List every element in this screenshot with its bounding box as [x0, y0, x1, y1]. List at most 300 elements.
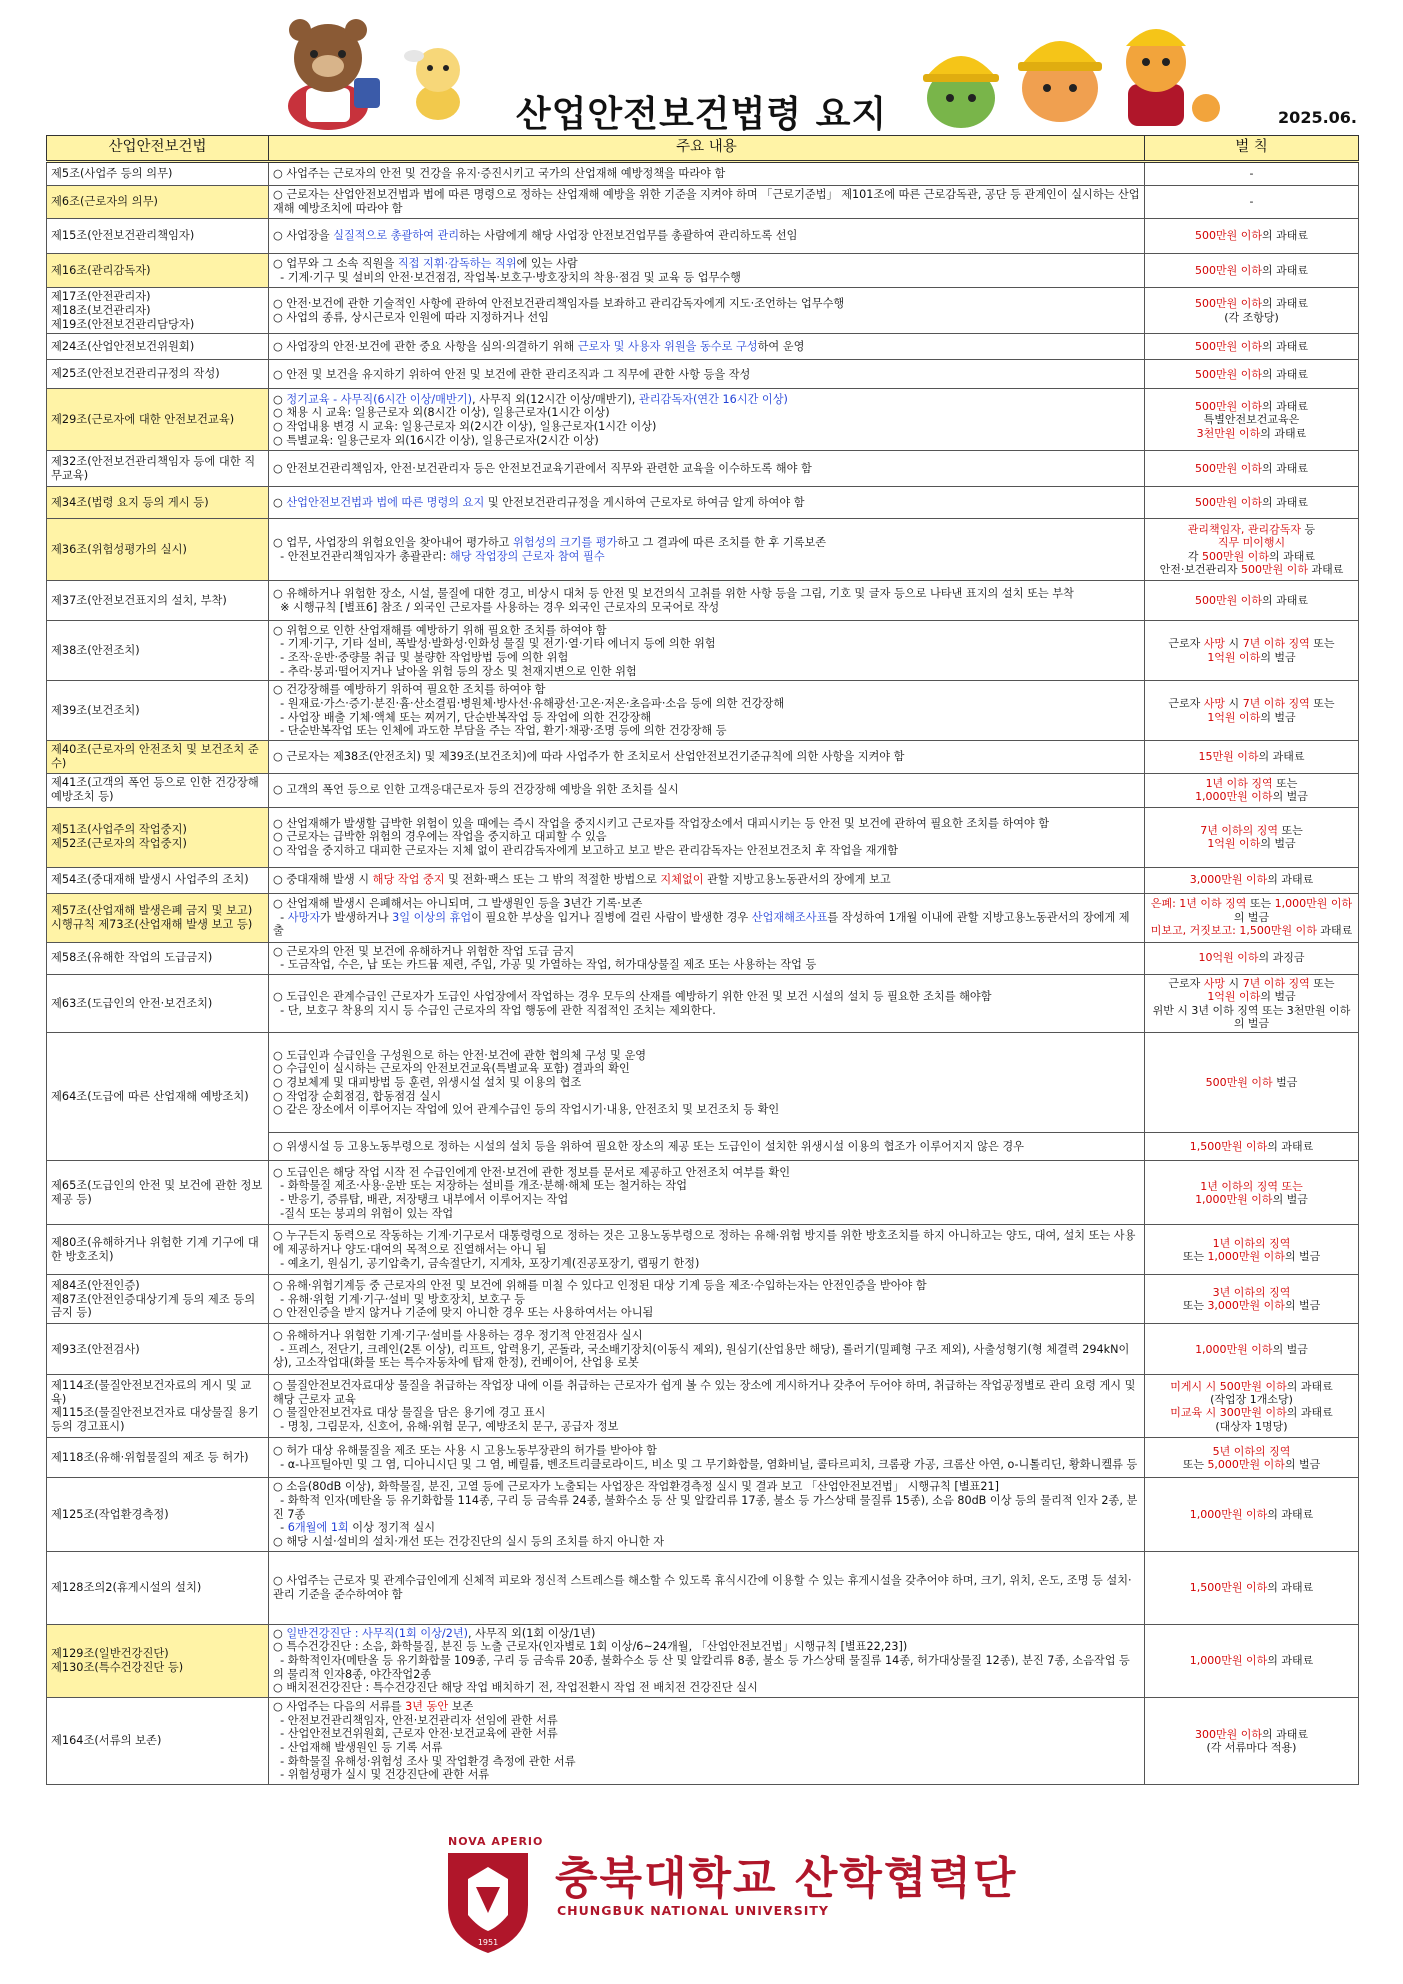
- table-row: [47, 288, 1359, 334]
- content-line: [273, 368, 1140, 382]
- law-article: 제80조(유해하거나 위험한 기계 기구에 대한 방호조치): [51, 1236, 259, 1263]
- text-segment: 1,500만원 이하: [1189, 1581, 1268, 1595]
- table-row: [47, 334, 1359, 360]
- content-line: [273, 1574, 1140, 1601]
- content-line: [273, 1535, 1140, 1549]
- penalty-line: [1149, 264, 1354, 277]
- content-line: [273, 830, 1140, 844]
- table-row: [47, 1275, 1359, 1324]
- penalty-line: [1149, 297, 1354, 310]
- penalty-line: [1149, 1420, 1354, 1433]
- text-segment: - 원재료·가스·증기·분진·흄·산소결핍·병원체·방사선·유해광선·고온·저온·초음파·소음 등에 의한 건강장해: [273, 697, 785, 710]
- text-segment: - 도금작업, 수은, 납 또는 카드뮴 제련, 주입, 가공 및 가열하는 작업, 허가대상물질 제조 또는 사용하는 작업 등: [273, 958, 817, 972]
- table-row: [47, 360, 1359, 389]
- text-segment: 500만원 이하: [1194, 340, 1262, 354]
- content-cell: [269, 451, 1145, 487]
- text-segment: - 안전보건관리책임자가 총괄관리:: [273, 549, 450, 563]
- content-line: [273, 1306, 1140, 1320]
- text-segment: 하는 사람에게 해당 사업장 안전보건업무를 총괄하여 관리하도록 선임: [459, 229, 798, 243]
- table-row: [47, 740, 1359, 773]
- text-segment: 이상 정기적 실시: [348, 1521, 436, 1535]
- content-line: [273, 990, 1140, 1004]
- penalty-cell: [1145, 773, 1359, 807]
- text-segment: 및 안전보건관리규정을 게시하여 근로자로 하여금 알게 하여야 함: [484, 496, 805, 510]
- text-segment: 에 있는 사람: [516, 256, 578, 270]
- penalty-line: [1149, 990, 1354, 1003]
- penalty-line: [1149, 1140, 1354, 1153]
- text-segment: ○ 수급인이 실시하는 근로자의 안전보건교육(특별교육 포함) 결과의 확인: [273, 1062, 630, 1076]
- table-row: [47, 942, 1359, 974]
- text-segment: ○ 근로자는 제38조(안전조치) 및 제39조(보건조치)에 따라 사업주가 한 조치로서 산업안전보건기준규칙에 의한 사항을 지켜야 함: [273, 749, 905, 763]
- content-line: [273, 311, 1140, 325]
- page-header: [0, 0, 1403, 135]
- text-segment: 근로자: [1168, 637, 1204, 651]
- content-line: [273, 434, 1140, 448]
- table-row: [47, 773, 1359, 807]
- university-name: 충북대학교 산학협력단: [555, 1853, 1018, 1904]
- penalty-line: [1149, 790, 1354, 803]
- text-segment: , 사무직 외(12시간 이상/매반기),: [471, 392, 639, 406]
- text-segment: ○ 안전보건관리책임자, 안전·보건관리자 등은 안전보건교육기관에서 직무와 관련한 교육을 이수하도록 해야 함: [273, 462, 812, 476]
- text-segment: 일반건강진단 : 사무직(1회 이상/2년): [286, 1626, 468, 1640]
- law-article: 제93조(안전검사): [51, 1342, 140, 1356]
- text-segment: ○ 유해하거나 위험한 기계·기구·설비를 사용하는 경우 정기적 안전검사 실시: [273, 1328, 643, 1342]
- text-segment: -: [1249, 195, 1254, 209]
- text-segment: ○ 사업장을: [273, 229, 334, 243]
- text-segment: - 산업안전보건위원회, 근로자 안전·보건교육에 관한 서류: [273, 1727, 558, 1741]
- text-segment: 의 과태료: [1258, 750, 1305, 764]
- text-segment: 각: [1187, 549, 1203, 563]
- content-line: [273, 1420, 1140, 1434]
- penalty-line: [1149, 1741, 1354, 1754]
- table-row: [47, 807, 1359, 867]
- content-line: [273, 601, 1140, 615]
- text-segment: (작업장 1개소당): [1210, 1393, 1293, 1407]
- law-article-cell: [47, 1161, 269, 1225]
- text-segment: 500만원 이하: [1194, 229, 1262, 243]
- text-segment: 3천만원 이하: [1196, 426, 1261, 440]
- content-cell: [269, 186, 1145, 219]
- table-row: [47, 1324, 1359, 1375]
- text-segment: 사망자: [287, 910, 321, 924]
- content-line: [273, 1654, 1140, 1681]
- law-article: 제129조(일반건강진단): [51, 1647, 169, 1661]
- text-segment: ○: [273, 496, 287, 510]
- penalty-line: [1149, 1180, 1354, 1193]
- content-cell: [269, 1551, 1145, 1624]
- penalty-cell: [1145, 1698, 1359, 1785]
- penalty-cell: [1145, 942, 1359, 974]
- law-article: 제34조(법령 요지 등의 게시 등): [51, 495, 209, 509]
- column-header-content: 주요 내용: [269, 136, 1145, 162]
- text-segment: 보존: [448, 1700, 474, 1714]
- content-line: [273, 1193, 1140, 1207]
- content-cell: [269, 1375, 1145, 1438]
- text-segment: 의 과태료: [1267, 873, 1314, 887]
- law-article-cell: [47, 942, 269, 974]
- text-segment: ○ 안전·보건에 관한 기술적인 사항에 관하여 안전보건관리책임자를 보좌하고 관리감독자에게 지도·조언하는 업무수행: [273, 297, 845, 311]
- law-article: 제32조(안전보건관리책임자 등에 대한 직무교육): [51, 455, 256, 482]
- content-line: [273, 1140, 1140, 1154]
- content-line: [273, 1257, 1140, 1271]
- content-line: [273, 1480, 1140, 1494]
- text-segment: 10억원 이하: [1198, 951, 1259, 965]
- content-cell: [269, 942, 1145, 974]
- text-segment: 의 과태료: [1260, 426, 1307, 440]
- content-line: [273, 724, 1140, 738]
- table-row: [47, 1375, 1359, 1438]
- text-segment: 사망: [1203, 976, 1226, 990]
- content-line: [273, 257, 1140, 271]
- law-article-cell: [47, 1698, 269, 1785]
- table-row: [47, 1698, 1359, 1785]
- penalty-line: [1149, 427, 1354, 440]
- law-article: 제15조(안전보건관리책임자): [51, 229, 195, 243]
- content-cell: [269, 621, 1145, 681]
- text-segment: 또는: [1309, 637, 1335, 651]
- text-segment: , 사무직 외(1회 이상/1년): [468, 1626, 596, 1640]
- text-segment: 의 벌금: [1233, 910, 1270, 924]
- table-row: [47, 254, 1359, 288]
- text-segment: ○ 사업장의 안전·보건에 관한 중요 사항을 심의·의결하기 위해: [273, 340, 578, 354]
- text-segment: 또는: [1309, 976, 1335, 990]
- text-segment: 7년 이하 징역: [1242, 697, 1310, 711]
- penalty-line: [1149, 1458, 1354, 1471]
- text-segment: 500만원 이하: [1194, 367, 1262, 381]
- law-article: 제114조(물질안전보건자료의 게시 및 교육): [51, 1378, 252, 1406]
- text-segment: 과태료: [1308, 563, 1344, 577]
- text-segment: 직접 지휘·감독하는 직위: [397, 256, 517, 270]
- penalty-cell: [1145, 451, 1359, 487]
- penalty-line: [1149, 368, 1354, 381]
- law-article-cell: [47, 740, 269, 773]
- text-segment: 500만원 이하: [1194, 594, 1262, 608]
- table-row: [47, 867, 1359, 893]
- penalty-cell: [1145, 487, 1359, 519]
- penalty-line: [1149, 750, 1354, 763]
- law-article: 제17조(안전관리자): [51, 290, 151, 303]
- text-segment: 1,000만원 이하: [1195, 1192, 1273, 1206]
- text-segment: 500만원 이하: [1205, 1076, 1273, 1090]
- text-segment: 의 벌금: [1272, 790, 1308, 804]
- text-segment: ○ 누구든지 동력으로 작동하는 기계·기구로서 대통령령으로 정하는 것은 고용노동부령으로 정하는 유해·위험 방지를 위한 방호조치를 하지 아니하고는 양도, 대여, 설치 또는 사용에 제공하거나 양도·대여의 목적으로 진열해서는 아니 됨: [273, 1229, 1136, 1257]
- text-segment: 7년 이하의 징역: [1200, 823, 1278, 837]
- penalty-line: [1149, 951, 1354, 964]
- content-line: [273, 1741, 1140, 1755]
- text-segment: 직무 미이행시: [1217, 536, 1286, 550]
- text-segment: 500만원 이하: [1194, 263, 1262, 277]
- text-segment: - 화학적인자(메탄올 등 유기화합물 109종, 구리 등 금속류 20종, 불화수소 등 산 및 알칼리류 8종, 불소 등 가스상태 물질류 14종, 허가대상물질 12종), 분진 7종, 소음작업 등의 물리적 인자8종, 야간작업2종: [273, 1654, 1130, 1681]
- penalty-line: [1149, 1445, 1354, 1458]
- text-segment: (대상자 1명당): [1215, 1419, 1288, 1433]
- text-segment: 산업재해조사표: [751, 910, 828, 924]
- law-article: 제40조(근로자의 안전조치 및 보건조치 준수): [51, 742, 259, 770]
- text-segment: - 화학물질 유해성·위험성 조사 및 작업환경 측정에 관한 서류: [273, 1754, 576, 1768]
- column-header-law: 산업안전보건법: [47, 136, 269, 162]
- text-segment: 실질적으로 총괄하여 관리: [333, 229, 460, 243]
- content-cell: [269, 740, 1145, 773]
- text-segment: 7년 이하 징역: [1242, 976, 1310, 990]
- text-segment: - 위험성평가 실시 및 건강진단에 관한 서류: [273, 1768, 490, 1782]
- law-article-cell: [47, 360, 269, 389]
- content-line: [273, 536, 1140, 550]
- law-article-cell: [47, 1624, 269, 1697]
- law-article: 제125조(작업환경측정): [51, 1507, 169, 1521]
- penalty-cell: [1145, 740, 1359, 773]
- penalty-line: [1149, 711, 1354, 724]
- penalty-cell: [1145, 1161, 1359, 1225]
- content-line: [273, 1103, 1140, 1117]
- penalty-line: [1149, 413, 1354, 426]
- text-segment: 의 벌금: [1260, 990, 1296, 1004]
- text-segment: 근로자: [1168, 976, 1204, 990]
- content-cell: [269, 519, 1145, 581]
- law-article-cell: [47, 162, 269, 186]
- content-line: [273, 462, 1140, 476]
- text-segment: 의 벌금: [1260, 837, 1296, 851]
- content-line: [273, 1406, 1140, 1420]
- text-segment: ○ 소음(80dB 이상), 화학물질, 분진, 고열 등에 근로자가 노출되는 사업장은 작업환경측정 실시 및 결과 보고 「산업안전보건법」 시행규칙 [별표21]: [273, 1480, 999, 1494]
- emblem-motto: NOVA APERIO: [448, 1835, 544, 1848]
- text-segment: - 반응기, 증류탑, 배관, 저장탱크 내부에서 이루어지는 작업: [273, 1192, 569, 1206]
- text-segment: 3,000만원 이하: [1189, 873, 1268, 887]
- penalty-cell: [1145, 1275, 1359, 1324]
- content-cell: [269, 1324, 1145, 1375]
- text-segment: ○ 근로자의 안전 및 보건에 유해하거나 위험한 작업 도급 금지: [273, 944, 575, 958]
- content-line: [273, 1166, 1140, 1180]
- text-segment: ○ 고객의 폭언 등으로 인한 고객응대근로자 등의 건강장해 예방을 위한 조치를 실시: [273, 783, 679, 797]
- text-segment: - 안전보건관리책임자, 안전·보건관리자 선임에 관한 서류: [273, 1713, 558, 1727]
- law-article: 제25조(안전보건관리규정의 작성): [51, 367, 220, 381]
- text-segment: (각 조항당): [1224, 310, 1279, 324]
- content-line: [273, 229, 1140, 243]
- content-line: [273, 873, 1140, 887]
- page-title: 산업안전보건법령 요지: [515, 94, 888, 135]
- penalty-cell: [1145, 1438, 1359, 1478]
- penalty-line: [1149, 1004, 1354, 1031]
- penalty-cell: [1145, 581, 1359, 621]
- law-article-cell: [47, 1478, 269, 1551]
- law-article-cell: [47, 581, 269, 621]
- text-segment: 미교육 시 300만원 이하: [1170, 1406, 1287, 1420]
- text-segment: ○ 물질안전보건자료 대상 물질을 담은 용기에 경고 표시: [273, 1406, 546, 1420]
- text-segment: 3일 이상의 휴업: [392, 910, 472, 924]
- text-segment: ○ 건강장해를 예방하기 위하여 필요한 조치를 하여야 함: [273, 683, 546, 697]
- content-cell: [269, 1161, 1145, 1225]
- text-segment: ○ 작업을 중지하고 대피한 근로자는 지체 없이 관리감독자에게 보고하고 보고 받은 관리감독자는 안전보건조치 후 작업을 재개함: [273, 843, 899, 857]
- content-line: [273, 1004, 1140, 1018]
- content-line: [273, 167, 1140, 181]
- content-line: [273, 271, 1140, 285]
- law-article-cell: [47, 681, 269, 741]
- content-line: [273, 665, 1140, 679]
- penalty-line: [1149, 400, 1354, 413]
- table-row: [47, 1225, 1359, 1275]
- table-row: [47, 681, 1359, 741]
- law-article: 시행규칙 제73조(산업재해 발생 보고 등): [51, 917, 253, 931]
- table-body: [47, 162, 1359, 1785]
- text-segment: 하고 그 결과에 따른 조치를 한 후 기록보존: [617, 536, 827, 550]
- text-segment: 지체없이: [660, 873, 704, 887]
- content-line: [273, 1768, 1140, 1782]
- penalty-line: [1149, 1728, 1354, 1741]
- penalty-cell: [1145, 1033, 1359, 1133]
- text-segment: ○ 작업내용 변경 시 교육: 일용근로자 외(2시간 이상), 일용근로자(1시간 이상): [273, 419, 657, 433]
- text-segment: 이 필요한 부상을 입거나 질병에 걸린 사람이 발생한 경우: [471, 910, 752, 924]
- text-segment: 의 벌금: [1272, 1192, 1308, 1206]
- text-segment: ○ 근로자는 산업안전보건법과 법에 따른 명령으로 정하는 산업재해 예방을 위한 기준을 지켜야 하며 「근로기준법」 제101조에 따른 근로감독관, 공단 등 관계인이 실시하는 산업재해 예방조치에 따라야 함: [273, 188, 1140, 215]
- text-segment: ○ 도급인은 해당 작업 시작 전 수급인에게 안전·보건에 관한 정보를 문서로 제공하고 안전조치 여부를 확인: [273, 1165, 791, 1179]
- text-segment: ○ 경보체계 및 대피방법 등 훈련, 위생시설 설치 및 이용의 협조: [273, 1076, 582, 1090]
- text-segment: 하여 운영: [757, 340, 805, 354]
- law-article: 제41조(고객의 폭언 등으로 인한 건강장해 예방조치 등): [51, 776, 259, 804]
- text-segment: 관리책임자, 관리감독자: [1187, 523, 1302, 537]
- content-cell: [269, 867, 1145, 893]
- content-cell: [269, 581, 1145, 621]
- text-segment: ○ 배치전건강진단 : 특수건강진단 해당 작업 배치하기 전, 작업전환시 작업 전 배치전 건강진단 실시: [273, 1681, 758, 1695]
- text-segment: ○ 사업주는 근로자 및 관계수급인에게 신체적 피로와 정신적 스트레스를 해소할 수 있도록 휴식시간에 이용할 수 있는 휴게시설을 갖추어야 하며, 크기, 위치, 온도, 조명 등 설치·관리 기준을 준수하여야 함: [273, 1574, 1132, 1601]
- content-line: [273, 496, 1140, 510]
- penalty-line: [1149, 1299, 1354, 1312]
- content-cell: [269, 219, 1145, 254]
- text-segment: 1년 이하 징역: [1205, 776, 1273, 790]
- text-segment: ○ 안전인증을 받지 않거나 기준에 맞지 아니한 경우 또는 사용하여서는 아니됨: [273, 1306, 654, 1320]
- text-segment: 3,000만원 이하: [1207, 1299, 1285, 1313]
- text-segment: 벌금: [1272, 1076, 1298, 1090]
- text-segment: 근로자: [1168, 697, 1204, 711]
- penalty-line: [1149, 1654, 1354, 1667]
- text-segment: 1억원 이하: [1207, 650, 1261, 664]
- text-segment: ○ 도급인은 관계수급인 근로자가 도급인 사업장에서 작업하는 경우 모두의 산재를 예방하기 위한 안전 및 보건 시설의 설치 등 필요한 조치를 해야함: [273, 990, 992, 1003]
- content-line: [273, 1379, 1140, 1406]
- penalty-cell: [1145, 1478, 1359, 1551]
- law-article: 제36조(위험성평가의 실시): [51, 542, 187, 556]
- text-segment: - 유해·위험 기계·기구·설비 및 방호장치, 보호구 등: [273, 1292, 526, 1306]
- content-cell: [269, 974, 1145, 1033]
- content-line: [273, 1444, 1140, 1458]
- penalty-line: [1149, 550, 1354, 563]
- text-segment: 위반 시 3년 이하 징역 또는 3천만원 이하의 벌금: [1152, 1003, 1351, 1031]
- law-article: 제164조(서류의 보존): [51, 1734, 162, 1748]
- text-segment: 의 과태료: [1261, 340, 1308, 354]
- text-segment: ○ 위험으로 인한 산업재해를 예방하기 위해 필요한 조치를 하여야 함: [273, 623, 607, 637]
- text-segment: - 기계·기구, 기타 설비, 폭발성·발화성·인화성 물질 및 전기·열·기타 에너지 등에 의한 위험: [273, 637, 716, 651]
- content-line: [273, 297, 1140, 311]
- text-segment: 의 과태료: [1261, 367, 1308, 381]
- law-article: 제39조(보건조치): [51, 703, 140, 717]
- text-segment: - 추락·붕괴·떨어지거나 날아올 위험 등의 장소 및 천재지변으로 인한 위험: [273, 664, 637, 678]
- table-row: [47, 1161, 1359, 1225]
- text-segment: ○ 물질안전보건자료대상 물질을 취급하는 작업장 내에 이를 취급하는 근로자가 쉽게 볼 수 있는 장소에 게시하거나 갖추어 두어야 하며, 취급하는 작업공정별로 관리 요령 게시 및 해당 근로자 교육: [273, 1379, 1139, 1406]
- text-segment: 시: [1225, 697, 1243, 711]
- penalty-line: [1149, 697, 1354, 710]
- law-article-cell: [47, 974, 269, 1033]
- text-segment: - 예초기, 원심기, 공기압축기, 금속절단기, 지게차, 포장기계(진공포장기, 랩핑기 한정): [273, 1256, 700, 1270]
- penalty-line: [1149, 1076, 1354, 1089]
- penalty-line: [1149, 536, 1354, 549]
- penalty-cell: [1145, 807, 1359, 867]
- text-segment: 의 벌금: [1260, 710, 1296, 724]
- text-segment: 의 벌금: [1284, 1299, 1321, 1313]
- penalty-line: [1149, 651, 1354, 664]
- penalty-line: [1149, 837, 1354, 850]
- penalty-line: [1149, 594, 1354, 607]
- text-segment: 5,000만원 이하: [1207, 1457, 1285, 1471]
- text-segment: -: [273, 910, 288, 924]
- penalty-line: [1149, 195, 1354, 208]
- content-line: [273, 1179, 1140, 1193]
- text-segment: 산업안전보건법과 법에 따른 명령의 요지: [286, 496, 485, 510]
- text-segment: 의 벌금: [1260, 650, 1296, 664]
- text-segment: 또는: [1246, 897, 1275, 911]
- content-line: [273, 783, 1140, 797]
- content-line: [273, 651, 1140, 665]
- content-line: [273, 624, 1140, 638]
- law-article: 제37조(안전보건표지의 설치, 부착): [51, 593, 227, 607]
- text-segment: 3년 동안: [405, 1700, 449, 1714]
- table-row: [47, 186, 1359, 219]
- table-row: [47, 389, 1359, 451]
- law-article: 제128조의2(휴게시설의 설치): [51, 1580, 202, 1594]
- law-article: 제64조(도급에 따른 산업재해 예방조치): [51, 1090, 249, 1104]
- penalty-cell: [1145, 1324, 1359, 1375]
- penalty-line: [1149, 1406, 1354, 1419]
- text-segment: 사망: [1203, 637, 1226, 651]
- penalty-cell: [1145, 867, 1359, 893]
- text-segment: 의 과태료: [1261, 462, 1308, 476]
- text-segment: 의 과태료: [1286, 1379, 1333, 1393]
- text-segment: 15만원 이하: [1198, 750, 1259, 764]
- content-cell: [269, 288, 1145, 334]
- text-segment: 의 과태료: [1267, 1507, 1314, 1521]
- text-segment: ○ 해당 시설·설비의 설치·개선 또는 건강진단의 실시 등의 조치를 하지 아니한 자: [273, 1535, 665, 1549]
- text-segment: 과태료: [1316, 924, 1353, 938]
- text-segment: 500만원 이하: [1194, 297, 1262, 311]
- content-line: [273, 1343, 1140, 1370]
- content-line: [273, 1755, 1140, 1769]
- text-segment: 또는: [1182, 1249, 1208, 1263]
- text-segment: 500만원 이하: [1194, 496, 1262, 510]
- table-row: [47, 1624, 1359, 1697]
- table-row: [47, 162, 1359, 186]
- text-segment: 관할 지방고용노동관서의 장에게 보고: [703, 873, 891, 887]
- content-line: [273, 1049, 1140, 1063]
- content-line: [273, 817, 1140, 831]
- penalty-line: [1149, 824, 1354, 837]
- text-segment: - 화학물질 제조·사용·운반 또는 저장하는 설비를 개조·분해·해체 또는 철거하는 작업: [273, 1179, 688, 1193]
- content-cell: [269, 1033, 1145, 1133]
- law-article: 제84조(안전인증): [51, 1278, 140, 1292]
- table-row: [47, 1033, 1359, 1133]
- content-line: [273, 1229, 1140, 1256]
- table-row: [47, 893, 1359, 942]
- content-cell: [269, 487, 1145, 519]
- law-article-cell: [47, 893, 269, 942]
- content-line: [273, 711, 1140, 725]
- content-line: [273, 683, 1140, 697]
- penalty-line: [1149, 462, 1354, 475]
- content-cell: [269, 1698, 1145, 1785]
- content-cell: [269, 1478, 1145, 1551]
- text-segment: 의 과태료: [1261, 229, 1308, 243]
- content-line: [273, 420, 1140, 434]
- text-segment: 해당 작업장의 근로자 참여 필수: [449, 549, 605, 563]
- text-segment: - 프레스, 전단기, 크레인(2톤 이상), 리프트, 압력용기, 곤돌라, 국소배기장치(이동식 제외), 원심기(산업용만 해당), 롤러기(밀폐형 구조 제외), 사출성형기(형 체결력 294kN이상), 고소작업대(화물 또는 특수자동차에 탑재 한정), 컨베이어, 산업용 로봇: [273, 1342, 1130, 1370]
- content-line: [273, 1700, 1140, 1714]
- penalty-line: [1149, 777, 1354, 790]
- text-segment: - 산업재해 발생원인 등 기록 서류: [273, 1741, 443, 1754]
- penalty-cell: [1145, 519, 1359, 581]
